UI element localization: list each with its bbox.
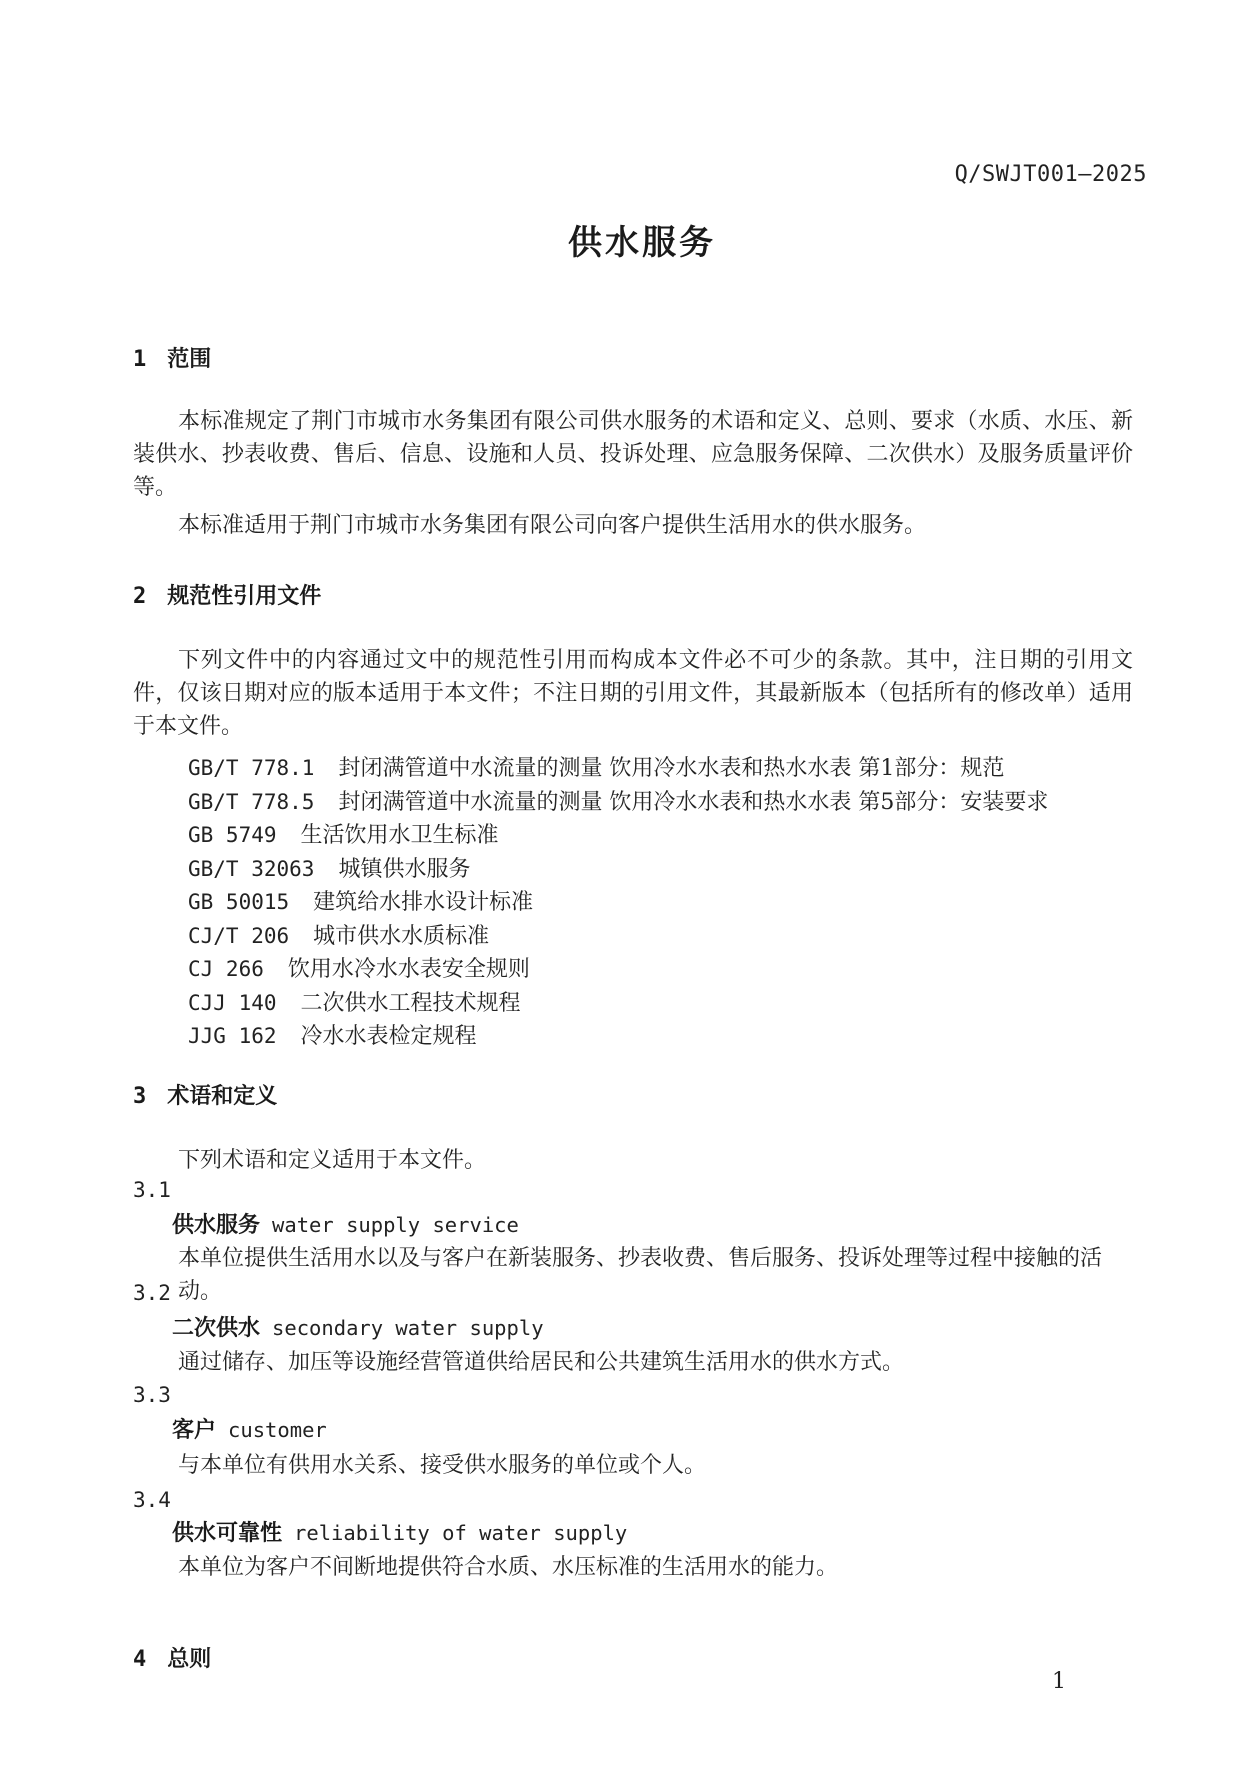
reference-title: 城镇供水服务	[338, 856, 471, 882]
reference-code: GB/T 32063	[188, 856, 315, 881]
reference-code: GB/T 778.1	[188, 756, 315, 780]
term-zh-label: 供水服务	[172, 1212, 261, 1237]
section-3-label: 术语和定义	[167, 1083, 278, 1108]
terms-intro: 下列术语和定义适用于本文件。	[178, 1148, 487, 1173]
document-title: 供水服务	[568, 224, 716, 262]
reference-code: CJJ 140	[188, 990, 277, 1015]
section-2-number: 2	[133, 584, 147, 609]
term-3-2-definition: 通过储存、加压等设施经营管道供给居民和公共建筑生活用水的供水方式。	[178, 1350, 905, 1375]
reference-title: 二次供水工程技术规程	[300, 990, 521, 1016]
reference-item	[188, 953, 1048, 987]
term-3-2-id: 3.2	[133, 1281, 171, 1305]
reference-title: 建筑给水排水设计标准	[313, 890, 534, 915]
section-4-label: 总则	[167, 1646, 212, 1671]
term-3-4-name	[172, 1520, 627, 1546]
reference-code: CJ/T 206	[188, 923, 290, 948]
reference-code: GB 50015	[188, 890, 290, 914]
term-3-4-id: 3.4	[133, 1488, 171, 1512]
reference-item	[188, 853, 1048, 887]
reference-item	[188, 1020, 1048, 1054]
term-3-3-id: 3.3	[133, 1383, 171, 1407]
normative-intro: 下列文件中的内容通过文中的规范性引用而构成本文件必不可少的条款。其中，注日期的引用文件，仅该日期对应的版本适用于本文件；不注日期的引用文件，其最新版本（包括所有的修改单）适用于本文件。	[133, 648, 1133, 739]
reference-code: GB/T 778.5	[188, 789, 315, 814]
section-2-label: 规范性引用文件	[167, 583, 322, 608]
reference-item	[188, 987, 1048, 1021]
term-3-3-definition: 与本单位有供用水关系、接受供水服务的单位或个人。	[178, 1453, 707, 1478]
term-zh-label: 客户	[172, 1417, 217, 1442]
reference-item	[188, 786, 1048, 820]
section-3-number: 3	[133, 1084, 147, 1109]
term-3-3-name	[172, 1417, 327, 1443]
reference-code: GB 5749	[188, 823, 277, 847]
section-1-label: 范围	[167, 346, 212, 371]
term-en-label: water supply service	[272, 1213, 519, 1237]
term-3-1-definition: 本单位提供生活用水以及与客户在新装服务、抄表收费、售后服务、投诉处理等过程中接触的活动。	[178, 1246, 1103, 1304]
term-en-label: customer	[228, 1418, 327, 1442]
reference-code: CJ 266	[188, 957, 264, 981]
term-3-1-name	[172, 1212, 519, 1238]
scope-paragraph-1: 本标准规定了荆门市城市水务集团有限公司供水服务的术语和定义、总则、要求（水质、水压、新装供水、抄表收费、售后、信息、设施和人员、投诉处理、应急服务保障、二次供水）及服务质量评价等。	[133, 409, 1133, 500]
section-4-number: 4	[133, 1647, 147, 1672]
reference-item	[188, 752, 1048, 786]
section-3-heading	[133, 1083, 277, 1110]
term-3-4-definition: 本单位为客户不间断地提供符合水质、水压标准的生活用水的能力。	[178, 1555, 839, 1580]
reference-title: 冷水水表检定规程	[300, 1024, 477, 1049]
doc-code: Q/SWJT001—2025	[954, 162, 1147, 187]
reference-title: 生活饮用水卫生标准	[300, 823, 499, 848]
reference-title: 饮用水冷水水表安全规则	[287, 957, 530, 982]
term-en-label: secondary water supply	[272, 1316, 544, 1340]
reference-title: 封闭满管道中水流量的测量 饮用冷水水表和热水水表 第5部分：安装要求	[338, 789, 1049, 815]
reference-title: 封闭满管道中水流量的测量 饮用冷水水表和热水水表 第1部分：规范	[338, 756, 1005, 781]
reference-item	[188, 920, 1048, 954]
term-en-label: reliability of water supply	[294, 1521, 628, 1545]
section-4-heading	[133, 1646, 211, 1673]
term-3-1-id: 3.1	[133, 1178, 171, 1202]
reference-item	[188, 819, 1048, 853]
reference-list	[188, 752, 1048, 1054]
term-3-2-name	[172, 1315, 544, 1341]
section-1-number: 1	[133, 347, 147, 372]
section-1-heading	[133, 346, 211, 373]
reference-code: JJG 162	[188, 1024, 277, 1048]
section-2-heading	[133, 583, 321, 610]
term-zh-label: 供水可靠性	[172, 1520, 283, 1545]
reference-title: 城市供水水质标准	[313, 923, 490, 949]
page-number: 1	[1052, 1669, 1066, 1694]
term-zh-label: 二次供水	[172, 1315, 261, 1340]
reference-item	[188, 886, 1048, 920]
scope-paragraph-2: 本标准适用于荆门市城市水务集团有限公司向客户提供生活用水的供水服务。	[178, 513, 927, 538]
